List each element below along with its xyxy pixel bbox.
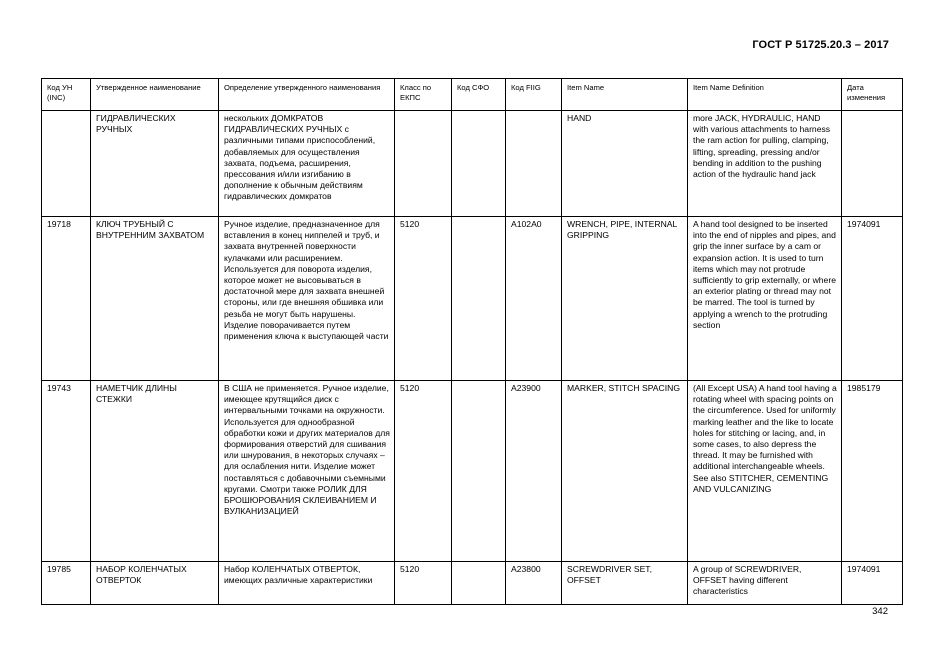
cell-inc xyxy=(42,111,91,217)
table-row xyxy=(42,217,903,381)
cell-class: 5120 xyxy=(395,562,452,605)
table-header-row xyxy=(42,79,903,111)
cell-item-name: WRENCH, PIPE, INTERNAL GRIPPING xyxy=(562,217,688,381)
col-header-inc: Код УН (INC) xyxy=(42,79,91,111)
page-number: 342 xyxy=(872,606,888,617)
cell-sfo xyxy=(452,217,506,381)
cell-approved-name: ГИДРАВЛИЧЕСКИХ РУЧНЫХ xyxy=(91,111,219,217)
cell-fiig xyxy=(506,111,562,217)
cell-inc: 19718 xyxy=(42,217,91,381)
cell-item-definition: A group of SCREWDRIVER, OFFSET having different characteristics xyxy=(688,562,842,605)
cell-date xyxy=(842,111,903,217)
table-row xyxy=(42,381,903,562)
col-header-item-name: Item Name xyxy=(562,79,688,111)
cell-definition: нескольких ДОМКРАТОВ ГИДРАВЛИЧЕСКИХ РУЧНЫХ с различными типами приспособлений, добавляемых для осуществления захвата, подъема, расширения, прессования и/или изгибанию в дополнение к обычным действиям гидравлических домкратов xyxy=(219,111,395,217)
cell-definition: Ручное изделие, предназначенное для вставления в конец ниппелей и труб, и захвата внутренней поверхности кулачками или расширением. Используется для поворота изделия, которое может не высовываться в достаточной мере для захвата внешней стороны, или где внешняя обшивка или резьба не могут быть нарушены. Изделие поворачивается путем применения ключа к выступающей части xyxy=(219,217,395,381)
cell-date: 1974091 xyxy=(842,217,903,381)
cell-class xyxy=(395,111,452,217)
col-header-fiig: Код FIIG xyxy=(506,79,562,111)
cell-date: 1985179 xyxy=(842,381,903,562)
cell-item-definition: more JACK, HYDRAULIC, HAND with various attachments to harness the ram action for pulling, clamping, lifting, spreading, pressing and/or bending in addition to the pushing action of the hydraulic hand jack xyxy=(688,111,842,217)
cell-class: 5120 xyxy=(395,381,452,562)
cell-definition: Набор КОЛЕНЧАТЫХ ОТВЕРТОК, имеющих различные характеристики xyxy=(219,562,395,605)
cell-approved-name: НАМЕТЧИК ДЛИНЫ СТЕЖКИ xyxy=(91,381,219,562)
standard-designation: ГОСТ Р 51725.20.3 – 2017 xyxy=(752,39,889,51)
table-row xyxy=(42,562,903,605)
cell-class: 5120 xyxy=(395,217,452,381)
cell-item-name: SCREWDRIVER SET, OFFSET xyxy=(562,562,688,605)
cell-item-definition: A hand tool designed to be inserted into the end of nipples and pipes, and grip the inner surface by a cam or expansion action. It is used to turn items which may not protrude sufficiently to grip externally, or where an exterior plating or thread may not be marred. The tool is turned by applying a wrench to the protruding section xyxy=(688,217,842,381)
cell-fiig: A23800 xyxy=(506,562,562,605)
cell-approved-name: НАБОР КОЛЕНЧАТЫХ ОТВЕРТОК xyxy=(91,562,219,605)
col-header-class: Класс по ЕКПС xyxy=(395,79,452,111)
table-row xyxy=(42,111,903,217)
cell-item-name: HAND xyxy=(562,111,688,217)
cell-approved-name: КЛЮЧ ТРУБНЫЙ С ВНУТРЕННИМ ЗАХВАТОМ xyxy=(91,217,219,381)
cell-definition: В США не применяется. Ручное изделие, имеющее крутящийся диск с интервальными точками на окружности. Используется для однообразной обработки кожи и других материалов для формирования отверстий для сшивания или шнурования, в некоторых случаях – для ослабления нити. Изделие может поставляться с добавочными съемными кругами. Смотри также РОЛИК ДЛЯ БРОШЮРОВАНИЯ СКЛЕИВАНИЕМ И ВУЛКАНИЗАЦИЕЙ xyxy=(219,381,395,562)
cell-sfo xyxy=(452,381,506,562)
cell-item-name: MARKER, STITCH SPACING xyxy=(562,381,688,562)
cell-date: 1974091 xyxy=(842,562,903,605)
cell-fiig: A23900 xyxy=(506,381,562,562)
cell-sfo xyxy=(452,562,506,605)
cell-sfo xyxy=(452,111,506,217)
col-header-date: Дата изменения xyxy=(842,79,903,111)
cell-fiig: A102A0 xyxy=(506,217,562,381)
nomenclature-table xyxy=(41,78,903,605)
col-header-item-definition: Item Name Definition xyxy=(688,79,842,111)
cell-inc: 19743 xyxy=(42,381,91,562)
cell-inc: 19785 xyxy=(42,562,91,605)
col-header-approved-name: Утвержденное наименование xyxy=(91,79,219,111)
col-header-sfo: Код СФО xyxy=(452,79,506,111)
col-header-definition: Определение утвержденного наименования xyxy=(219,79,395,111)
cell-item-definition: (All Except USA) A hand tool having a rotating wheel with spacing points on the circumference. Used for uniformly marking leather and the like to locate holes for stitching or lacing, and, in some cases, to also depress the thread. It may be furnished with additional interchangeable wheels. See also STITCHER, CEMENTING AND VULCANIZING xyxy=(688,381,842,562)
